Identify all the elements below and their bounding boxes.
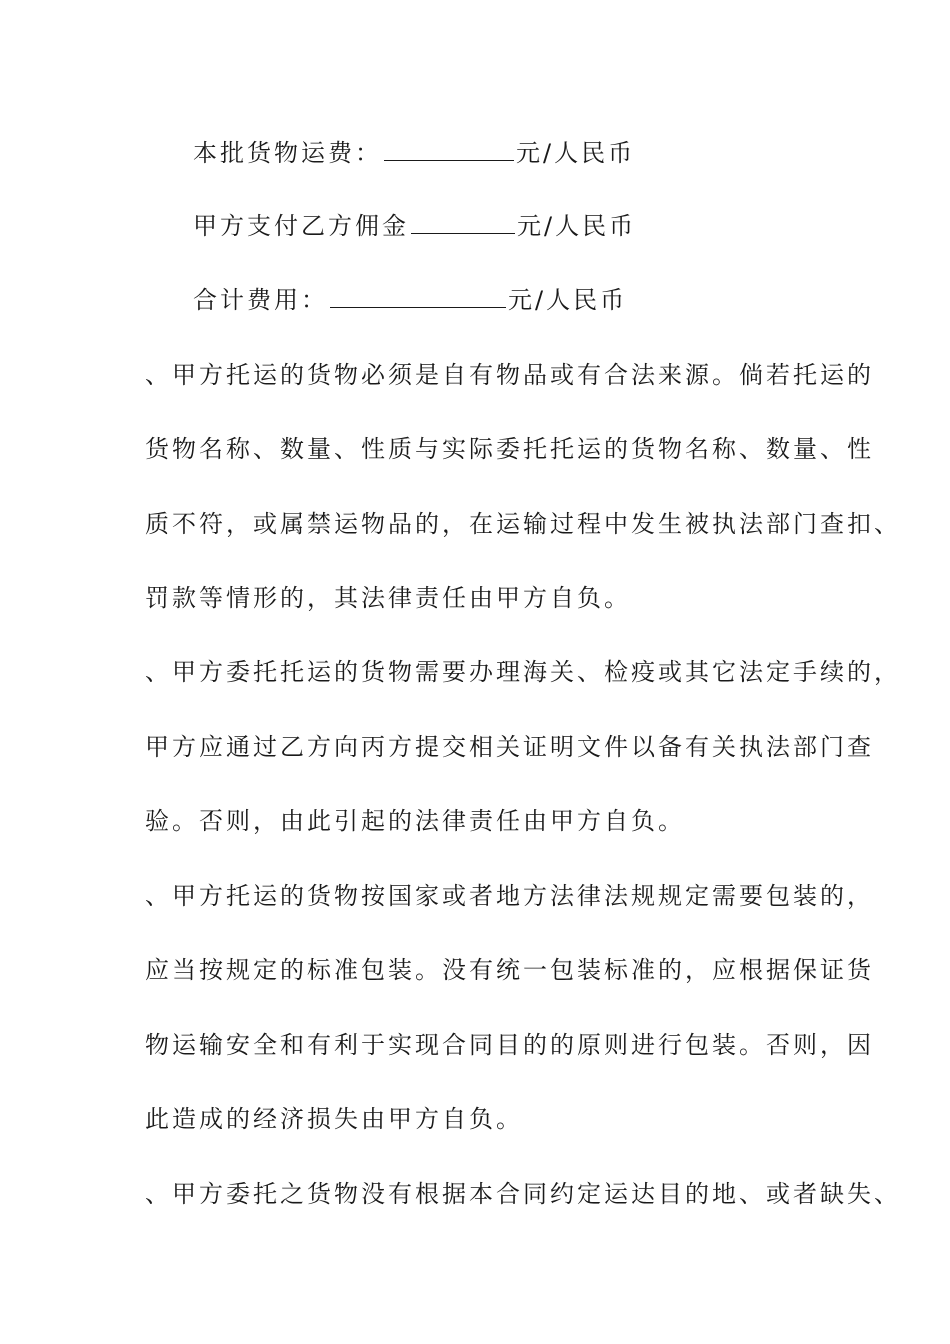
fee-commission-blank	[411, 211, 515, 234]
paragraph-4-line-1: 、甲方委托之货物没有根据本合同约定运达目的地、或者缺失、	[145, 1180, 901, 1208]
fee-commission-label: 甲方支付乙方佣金	[193, 212, 409, 240]
paragraph-1-line-3: 质不符，或属禁运物品的，在运输过程中发生被执法部门查扣、	[145, 510, 901, 538]
paragraph-3-line-3: 物运输安全和有利于实现合同目的的原则进行包装。否则，因	[145, 1031, 874, 1059]
fee-total-label: 合计费用：	[193, 286, 328, 314]
fee-freight-unit: 元/人民币	[516, 139, 636, 167]
paragraph-1-line-2: 货物名称、数量、性质与实际委托托运的货物名称、数量、性	[145, 435, 874, 463]
paragraph-1-line-1: 、甲方托运的货物必须是自有物品或有合法来源。倘若托运的	[145, 361, 874, 389]
paragraph-3-line-2: 应当按规定的标准包装。没有统一包装标准的，应根据保证货	[145, 956, 874, 984]
paragraph-2-line-2: 甲方应通过乙方向丙方提交相关证明文件以备有关执法部门查	[145, 733, 874, 761]
paragraph-2-line-1: 、甲方委托托运的货物需要办理海关、检疫或其它法定手续的，	[145, 658, 901, 686]
fee-commission-unit: 元/人民币	[517, 212, 637, 240]
fee-commission-line	[193, 210, 893, 242]
fee-total-line	[193, 284, 893, 316]
paragraph-3-line-4: 此造成的经济损失由甲方自负。	[145, 1105, 523, 1133]
paragraph-2-line-3: 验。否则，由此引起的法律责任由甲方自负。	[145, 807, 685, 835]
fee-freight-label: 本批货物运费：	[193, 139, 382, 167]
paragraph-1-line-4: 罚款等情形的，其法律责任由甲方自负。	[145, 584, 631, 612]
fee-freight-blank	[384, 138, 514, 161]
fee-total-blank	[330, 285, 506, 308]
fee-freight-line	[193, 137, 893, 169]
fee-total-unit: 元/人民币	[508, 286, 628, 314]
paragraph-3-line-1: 、甲方托运的货物按国家或者地方法律法规规定需要包装的，	[145, 882, 874, 910]
